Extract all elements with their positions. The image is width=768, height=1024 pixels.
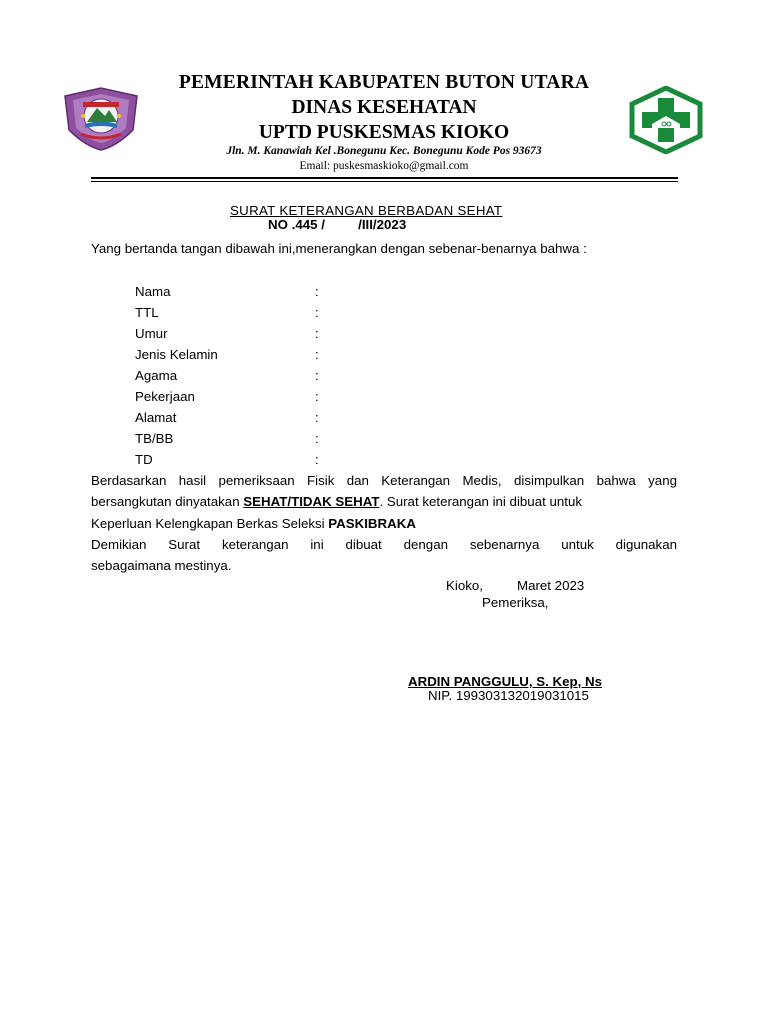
purpose-text: Keperluan Kelengkapan Berkas Seleksi [91,516,329,531]
result-text: bersangkutan dinyatakan [91,494,244,509]
intro-statement: Yang bertanda tangan dibawah ini,menerangkan dengan sebenar-benarnya bahwa : [91,241,587,256]
field-label-agama: Agama [135,368,178,383]
letterhead-government: PEMERINTAH KABUPATEN BUTON UTARA [178,72,590,93]
field-colon: : [315,326,319,341]
letterhead-divider-thick [91,177,678,179]
field-label-umur: Umur [135,326,168,341]
closing-line-2: sebagaimana mestinya. [91,558,232,573]
field-label-ttl: TTL [135,305,159,320]
result-line-2 [91,491,677,512]
field-colon: : [315,452,319,467]
field-colon: : [315,305,319,320]
field-label-jenis-kelamin: Jenis Kelamin [135,347,218,362]
field-label-alamat: Alamat [135,410,177,425]
letterhead-department: DINAS KESEHATAN [291,97,477,118]
field-colon: : [315,284,319,299]
letterhead-divider-thin [91,181,678,182]
result-line-1: Berdasarkan hasil pemeriksaan Fisik dan Keterangan Medis, disimpulkan bahwa yang [91,473,677,488]
field-label-pekerjaan: Pekerjaan [135,389,195,404]
letter-number: NO .445 / /III/2023 [268,217,407,232]
field-colon: : [315,368,319,383]
letterhead-email: Email: puskesmaskioko@gmail.com [299,160,469,172]
field-colon: : [315,347,319,362]
letterhead-institution: UPTD PUSKESMAS KIOKO [258,122,510,143]
signatory-name: ARDIN PANGGULU, S. Kep, Ns [408,674,603,689]
signature-place: Kioko, [446,578,483,593]
field-label-nama: Nama [135,284,171,299]
signature-date: Maret 2023 [517,578,585,593]
letterhead-address: Jln. M. Kanawiah Kel .Bonegunu Kec. Bonegunu Kode Pos 93673 [226,145,542,157]
purpose-line [91,513,677,534]
result-text-end: . Surat keterangan ini dibuat untuk [379,494,583,509]
puskesmas-cross-icon [626,86,706,154]
field-colon: : [315,410,319,425]
field-colon: : [315,389,319,404]
field-label-td: TD [135,452,153,467]
signature-role: Pemeriksa, [482,595,549,610]
field-colon: : [315,431,319,446]
purpose-program: PASKIBRAKA [328,516,416,531]
signatory-nip: NIP. 199303132019031015 [428,688,589,703]
closing-line-1: Demikian Surat keterangan ini dibuat dengan sebenarnya untuk digunakan [91,537,677,552]
health-status: SEHAT/TIDAK SEHAT [243,494,380,509]
field-label-tb-bb: TB/BB [135,431,174,446]
letter-title: SURAT KETERANGAN BERBADAN SEHAT [230,203,503,218]
